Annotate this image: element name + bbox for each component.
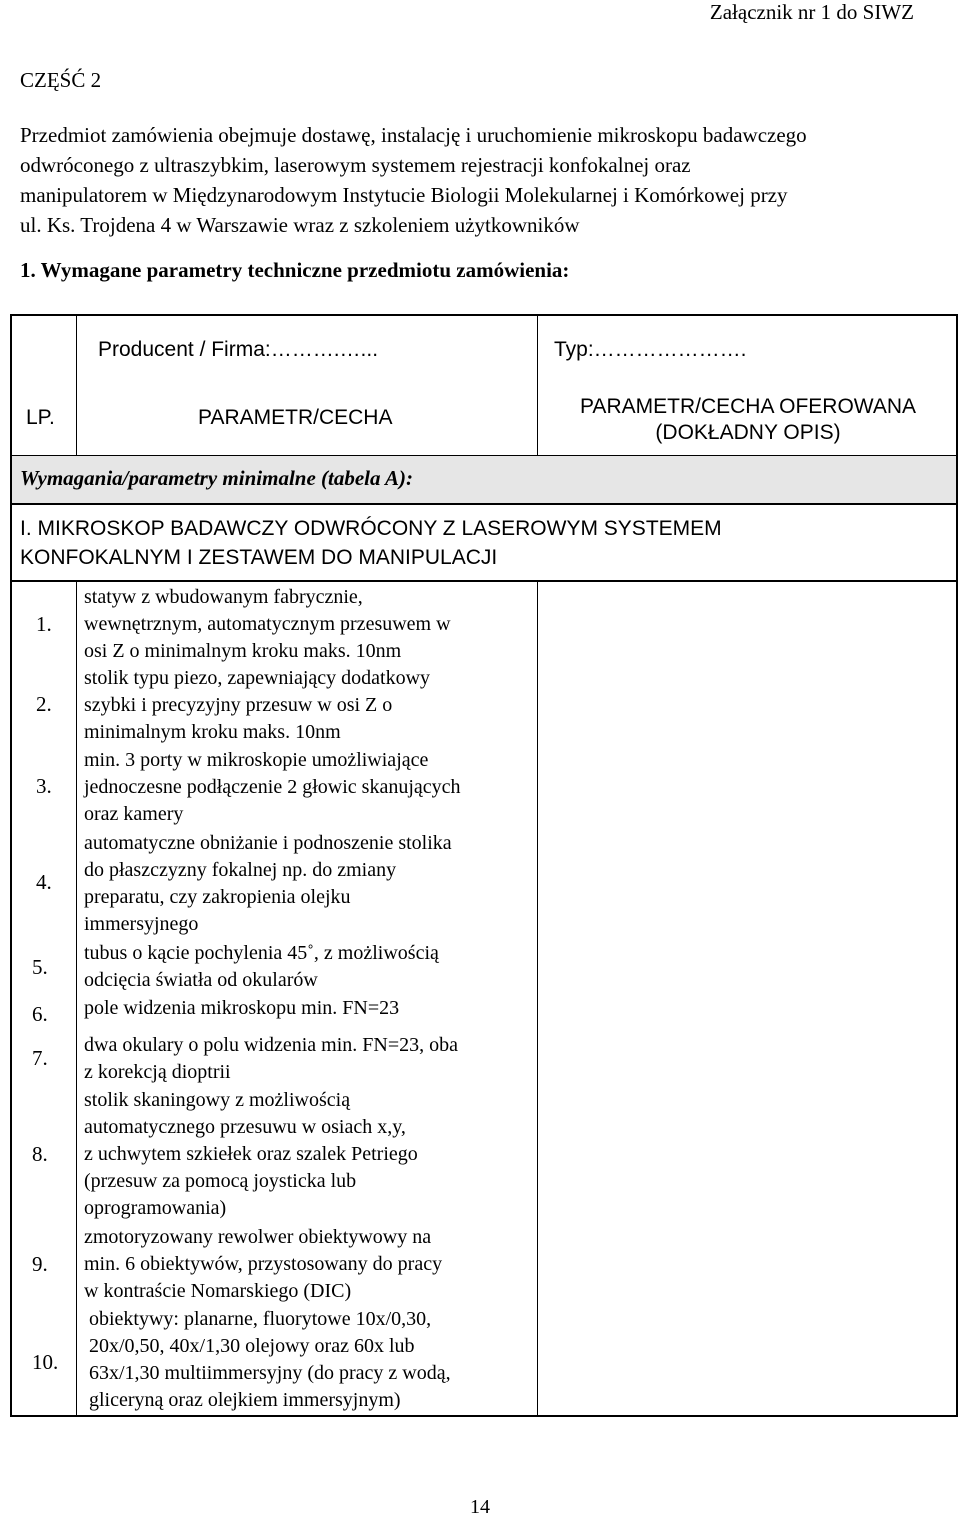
row-description <box>84 940 534 994</box>
row-description <box>89 1306 539 1414</box>
row-description <box>84 584 534 665</box>
table-top-border <box>10 314 958 316</box>
row-line: automatyczne obniżanie i podnoszenie stolika <box>84 832 452 854</box>
row-line: pole widzenia mikroskopu min. FN=23 <box>84 997 400 1019</box>
row-line: oprogramowania) <box>84 1197 227 1219</box>
row-line: min. 3 porty w mikroskopie umożliwiające <box>84 749 429 771</box>
section-title: 1. Wymagane parametry techniczne przedmiotu zamówienia: <box>20 258 570 282</box>
row-border <box>10 580 958 582</box>
row-line: 63x/1,30 multiimmersyjny (do pracy z wodą, <box>89 1362 451 1384</box>
page-number: 14 <box>470 1496 490 1518</box>
row-description <box>84 747 534 828</box>
producer-label: Producent / Firma:……….…... <box>98 338 379 361</box>
row-line: obiektywy: planarne, fluorytowe 10x/0,30, <box>89 1308 432 1330</box>
requirements-heading: Wymagania/parametry minimalne (tabela A): <box>20 466 413 490</box>
row-line: tubus o kącie pochylenia 45˚, z możliwością <box>84 942 439 964</box>
intro-line: Przedmiot zamówienia obejmuje dostawę, instalację i uruchomienie mikroskopu badawczego <box>20 123 807 147</box>
row-line: w kontraście Nomarskiego (DIC) <box>84 1280 352 1302</box>
intro-line: manipulatorem w Międzynarodowym Instytucie Biologii Molekularnej i Komórkowej przy <box>20 183 788 207</box>
row-line: preparatu, czy zakropienia olejku <box>84 886 351 908</box>
row-number: 3. <box>36 774 52 798</box>
row-line: automatycznego przesuwu w osiach x,y, <box>84 1116 406 1138</box>
row-number: 1. <box>36 612 52 636</box>
column-offered <box>538 394 958 446</box>
row-line: wewnętrznym, automatycznym przesuwem w <box>84 613 451 635</box>
row-number: 6. <box>32 1002 48 1026</box>
row-line: zmotoryzowany rewolwer obiektywowy na <box>84 1226 432 1248</box>
column-offered-line: (DOKŁADNY OPIS) <box>655 421 841 444</box>
row-description <box>84 665 534 746</box>
row-description <box>84 1032 534 1086</box>
row-line: stolik typu piezo, zapewniający dodatkowy <box>84 667 431 689</box>
row-description <box>84 830 534 938</box>
row-line: z uchwytem szkiełek oraz szalek Petriego <box>84 1143 418 1165</box>
type-label: Typ:…………………. <box>554 338 747 361</box>
row-line: osi Z o minimalnym kroku maks. 10nm <box>84 640 402 662</box>
group-title-line: KONFOKALNYM I ZESTAWEM DO MANIPULACJI <box>20 546 498 569</box>
group-title <box>20 514 920 572</box>
divider-offered-body <box>537 581 538 1417</box>
row-line: stolik skaningowy z możliwością <box>84 1089 351 1111</box>
row-border <box>10 503 958 505</box>
row-number: 10. <box>32 1350 59 1374</box>
row-line: oraz kamery <box>84 803 184 825</box>
row-number: 8. <box>32 1142 48 1166</box>
row-line: immersyjnego <box>84 913 199 935</box>
row-description <box>84 995 534 1022</box>
intro-paragraph <box>20 120 920 240</box>
row-line: minimalnym kroku maks. 10nm <box>84 721 341 743</box>
row-line: z korekcją dioptrii <box>84 1061 231 1083</box>
column-parameter: PARAMETR/CECHA <box>198 406 393 429</box>
row-number: 5. <box>32 955 48 979</box>
row-line: 20x/0,50, 40x/1,30 olejowy oraz 60x lub <box>89 1335 415 1357</box>
row-description <box>84 1087 534 1222</box>
row-line: odcięcia światła od okularów <box>84 969 318 991</box>
divider-lp <box>76 314 77 456</box>
row-number: 7. <box>32 1046 48 1070</box>
intro-line: ul. Ks. Trojdena 4 w Warszawie wraz z szkoleniem użytkowników <box>20 213 580 237</box>
row-line: statyw z wbudowanym fabrycznie, <box>84 586 363 608</box>
row-line: (przesuw za pomocą joysticka lub <box>84 1170 357 1192</box>
row-line: jednoczesne podłączenie 2 głowic skanujących <box>84 776 461 798</box>
row-number: 4. <box>36 870 52 894</box>
attachment-label: Załącznik nr 1 do SIWZ <box>709 0 914 24</box>
row-line: do płaszczyzny fokalnej np. do zmiany <box>84 859 397 881</box>
group-title-line: I. MIKROSKOP BADAWCZY ODWRÓCONY Z LASEROWYM SYSTEMEM <box>20 517 722 540</box>
column-lp: LP. <box>26 406 55 429</box>
divider-lp-body <box>76 581 77 1417</box>
part-heading: CZĘŚĆ 2 <box>20 68 102 92</box>
row-line: dwa okulary o polu widzenia min. FN=23, oba <box>84 1034 458 1056</box>
row-description <box>84 1224 534 1305</box>
column-offered-line: PARAMETR/CECHA OFEROWANA <box>579 395 917 418</box>
row-line: min. 6 obiektywów, przystosowany do pracy <box>84 1253 443 1275</box>
row-line: gliceryną oraz olejkiem immersyjnym) <box>89 1389 401 1411</box>
intro-line: odwróconego z ultraszybkim, laserowym systemem rejestracji konfokalnej oraz <box>20 153 691 177</box>
row-line: szybki i precyzyjny przesuw w osi Z o <box>84 694 393 716</box>
row-number: 2. <box>36 692 52 716</box>
row-number: 9. <box>32 1252 48 1276</box>
